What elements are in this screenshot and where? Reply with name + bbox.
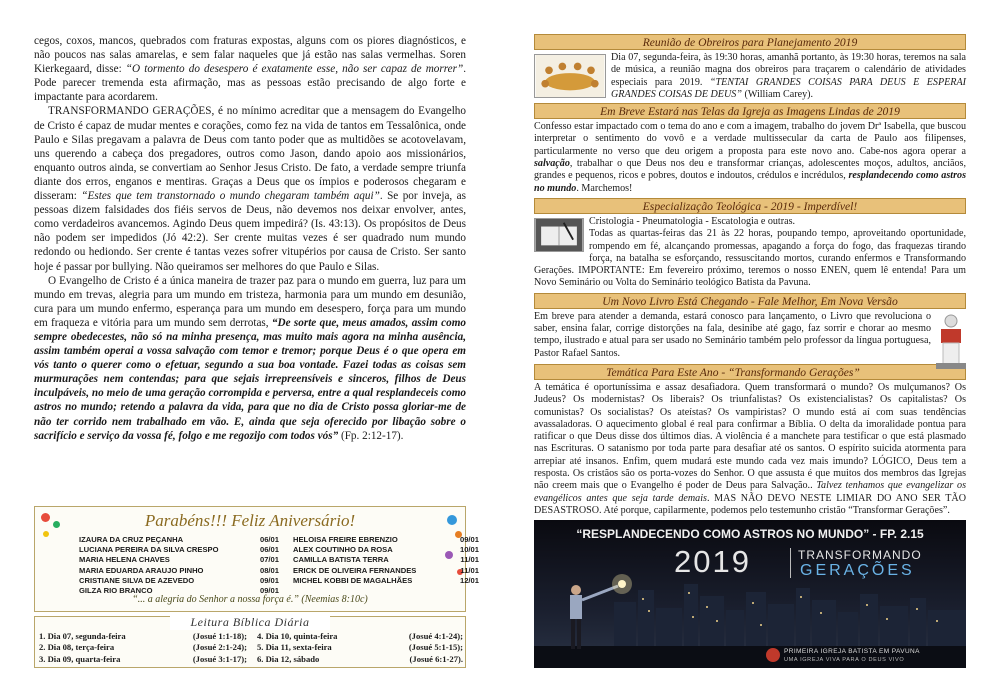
daily-reading-title: Leitura Bíblica Diária: [170, 615, 330, 630]
reading-entry: 6. Dia 12, sábado (Josué 6:1-27).: [257, 653, 463, 664]
study-book-icon: [534, 218, 584, 252]
reading-entry: 4. Dia 10, quinta-feira (Josué 4:1-24);: [257, 631, 463, 641]
church-tagline: UMA IGREJA VIVA PARA O DEUS VIVO: [784, 657, 905, 663]
birthday-box: [34, 506, 479, 612]
birthday-list-1: [79, 535, 279, 596]
section-body-images: Confesso estar impactado com o tema do ano e com a imagem, trabalho do jovem Drª Isabella, que buscou interpretar o sentimento do vovô e a verdade multissecular da carta de Paulo aos filipenses, particularmente no verso que deu origem a proposta para este novo ano. Cabe-nos agora operar a salvação, trabalhar o que Deus nos deu e transformar crianças, adolescentes moços, adultos, anciãos, grandes e pequenos, ricos e pobres, doutos e indoutos, crédulos e incrédulos, resplandecendo como astros no mundo. Marchemos!: [534, 121, 966, 194]
theme-banner: [534, 520, 966, 668]
church-logo-icon: [766, 648, 780, 662]
section-body-book: Em breve para atender a demanda, estará conosco para lançamento, o Livro que revoluciona o saber, ensina falar, corrige distorções na fala, desinibe até gago, faz sorrir e chorar ao mesmo tempo, ilustrado e atual para ser usado no Seminário também pelo professor da língua portuguesa, Pastor Rafael Santos.: [534, 311, 966, 360]
section-title-meeting: Reunião de Obreiros para Planejamento 2019: [534, 34, 966, 50]
birthday-entry: GILZA RIO BRANCO 09/01: [79, 586, 279, 596]
birthday-verse: “... a alegria do Senhor a nossa força é.” (Neemias 8:10c): [132, 594, 368, 605]
birthday-entry: ALEX COUTINHO DA ROSA 10/01: [293, 545, 479, 555]
banner-divider: [790, 548, 791, 578]
reading-entry: 3. Dia 09, quarta-feira (Josué 3:1-17);: [39, 653, 247, 664]
section-body-meeting: Dia 07, segunda-feira, às 19:30 horas, amanhã portanto, às 19:30 horas, teremos na sala de música, a reunião magna dos obreiros para traçarem o calendário de atividades especiais para 2019. “TENTAI GRANDES COISAS PARA DEUS E ESPERAI GRANDES COISAS DE DEUS” (William Carey).: [534, 52, 966, 101]
article-paragraph-3: O Evangelho de Cristo é a única maneira de trazer paz para o mundo em guerra, luz para um mundo em trevas, alegria para um mundo em tristeza, harmonia para um mundo em desunião, cura para um mundo enfermo, esperança para um mundo em desespero, força para um mundo em fraqueza e vitória para um mundo sem derrotas, “De sorte que, meus amados, assim como sempre obedecestes, não só na minha presença, mas muito mais agora na minha ausência, assim também operai a vossa salvação com temor e tremor; porque Deus é o que opera em vós tanto o querer como o efetuar, segundo a sua boa vontade. Fazei todas as coisas sem murmurações nem contendas; para que sejais irrepreensíveis e sinceros, filhos de Deus inculpáveis, no meio de uma geração corrompida e perversa, entre a qual resplandeceis como astros no mundo; retendo a palavra da vida, para que no dia de Cristo possa gloriar-me de não ter corrido nem trabalhado em vão. E, ainda que seja oferecido por libação sobre o sacrifício e serviço da vossa fé, folgo e me regozijo com todos vós” (Fp. 2:12-17).: [34, 274, 466, 442]
birthday-entry: MICHEL KOBBI DE MAGALHÃES 12/01: [293, 575, 479, 585]
birthday-list-2: [293, 535, 479, 586]
reading-entry: 1. Dia 07, segunda-feira (Josué 1:1-18);: [39, 631, 247, 641]
church-name: PRIMEIRA IGREJA BATISTA EM PAVUNA: [784, 648, 920, 655]
birthday-entry: CRISTIANE SILVA DE AZEVEDO 09/01: [79, 575, 279, 585]
announcements-column: [534, 34, 966, 517]
section-body-theme: A temática é oportuníssima e assaz desafiadora. Quem transformará o mundo? Os mulçumanos? Os Judeus? Os modernistas? Os liberais? Os triunfalistas? Os existencialistas? Os capitalistas? Os comunistas? Os socialistas? Os ateístas? Os vampiristas? O mundo está aí com suas tendências avassaladoras. O aquecimento global é real para confirmar a Bíblia. O delta da imoralidade pontua para ratificar o que Deus disse dos últimos dias. A violência é a manchete para testificar o que está plasmado nas Escrituras. O satanismo por toda parte para desafiar até os santos. O espírito suicida atormenta para arrepiar até insanos. Enfim, quem mudará este mundo cada vez mais imundo? LÓGICO, Deus tem a resposta. Os cristãos são os porta-vozes do Senhor. O que assusta é que muitos dos membros das Igrejas não creem mais que o Evangelho é poder de Deus para Salvação.. Talvez tenhamos que evangelizar os evangélicos antes que seja tarde demais. MAS NÃO DEVO NESTE LIMIAR DO ANO SER TÃO DESASTROSO. Até porque, capilarmente, podemos pelo testemunho cristão “Transformar Gerações”.: [534, 381, 966, 516]
section-body-theology: Cristologia - Pneumatologia - Escatologia e outras. Todas as quartas-feiras das 21 às 22 horas, poupando tempo, aproveitando oportunidade, rompendo em fé, alcançando promessas, apagando a força do fogo, das fraquezas tirando força, na batalha se esforçando, ressuscitando mortos, curando enfermos e Transformando Gerações. IMPORTANTE: Em fevereiro próximo, teremos o nosso ENEN, quem lê entenda! Para um Novo Seminário ou Volta do Seminário teológico Batista da Pavuna.: [534, 215, 966, 289]
birthday-entry: MARIA EDUARDA ARAUJO PINHO 08/01: [79, 565, 279, 575]
reading-list-2: [257, 631, 463, 665]
meeting-table-icon: [534, 54, 606, 98]
article-paragraph-1: cegos, coxos, mancos, quebrados com fraturas expostas, alguns com os piores diagnósticos, e não poucos nas salas amarelas, e sem falar naqueles que já estão nas salas vermelhas. Soren Kierkegaard, disse: “O tormento do desespero é exatamente esse, não ser capaz de morrer”. Pode parecer tremenda esta afirmação, mas as pessoas estão precisando de algo forte e impactante para acordarem.: [34, 35, 467, 104]
banner-year: 2019: [674, 544, 751, 579]
banner-theme-line-1: TRANSFORMANDO: [798, 548, 922, 562]
banner-theme-line-2: GERAÇÕES: [800, 562, 915, 579]
birthday-entry: HELOISA FREIRE EBRENZIO 09/01: [293, 535, 479, 544]
section-title-images: Em Breve Estará nas Telas da Igreja as Imagens Lindas de 2019: [534, 103, 966, 119]
section-title-book: Um Novo Livro Está Chegando - Fale Melhor, Em Nova Versão: [534, 293, 966, 309]
reading-list-1: [39, 631, 247, 665]
birthday-title: Parabéns!!! Feliz Aniversário!: [144, 511, 356, 530]
daily-reading-box: [34, 616, 466, 668]
birthday-entry: ERICK DE OLIVEIRA FERNANDES 11/01: [293, 565, 479, 575]
birthday-entry: IZAURA DA CRUZ PEÇANHA 06/01: [79, 535, 279, 544]
section-title-theme: Temática Para Este Ano - “Transformando Gerações”: [534, 364, 966, 380]
article-paragraph-2: TRANSFORMANDO GERAÇÕES, é no mínimo acreditar que a mensagem do Evangelho de Cristo é capaz de mudar mentes e corações, como fez na vida de tantos em Tessalônica, onde Paulo e Silas pregavam a palavra de Deus com tanto poder que as multidões se acotovelavam, uns querendo a cabeça dos pregadores, outros como Jason, dando apoio aos missionários, enquanto outros ainda, se convertiam ao Senhor Jesus Cristo. De fato, a verdade sempre triunfa diante dos erros, enganos e mentiras. Graças a Deus que os ímpios e poderosos chegaram e disseram: “Estes que tem transtornado o mundo chegaram também aqui”. Se por inveja, as pessoas dizem falsidades dos fiéis servos de Deus, não devemos nos deixar envolver, antes, como verdadeiros avancemos. Agindo Deus quem impedirá? (Is. 43:13). Os propósitos de Deus não podem ser impedidos (Jó 42:2). Ser crente muitas vezes é ser quadrado num mundo redondo ou hediondo. Ser crente é tantas vezes sofrer vitupérios por causa de Cristo. Ser santo hoje é passar por bullying. Não queiramos ser melhores do que Paulo e Silas.: [34, 105, 466, 273]
birthday-entry: CAMILLA BATISTA TERRA 11/01: [293, 555, 479, 565]
main-article: [34, 34, 466, 443]
reading-figure-icon: [936, 313, 966, 369]
birthday-entry: MARIA HELENA CHAVES 07/01: [79, 555, 279, 565]
city-skyline-illustration: [534, 520, 966, 668]
reading-entry: 5. Dia 11, sexta-feira (Josué 5:1-15);: [257, 642, 463, 653]
section-title-theology: Especialização Teológica - 2019 - Imperdível!: [534, 198, 966, 214]
banner-title: “RESPLANDECENDO COMO ASTROS NO MUNDO” - FP. 2.15: [576, 527, 924, 541]
reading-entry: 2. Dia 08, terça-feira (Josué 2:1-24);: [39, 642, 247, 653]
birthday-entry: LUCIANA PEREIRA DA SILVA CRESPO 06/01: [79, 545, 279, 555]
confetti-icon: [43, 531, 49, 537]
